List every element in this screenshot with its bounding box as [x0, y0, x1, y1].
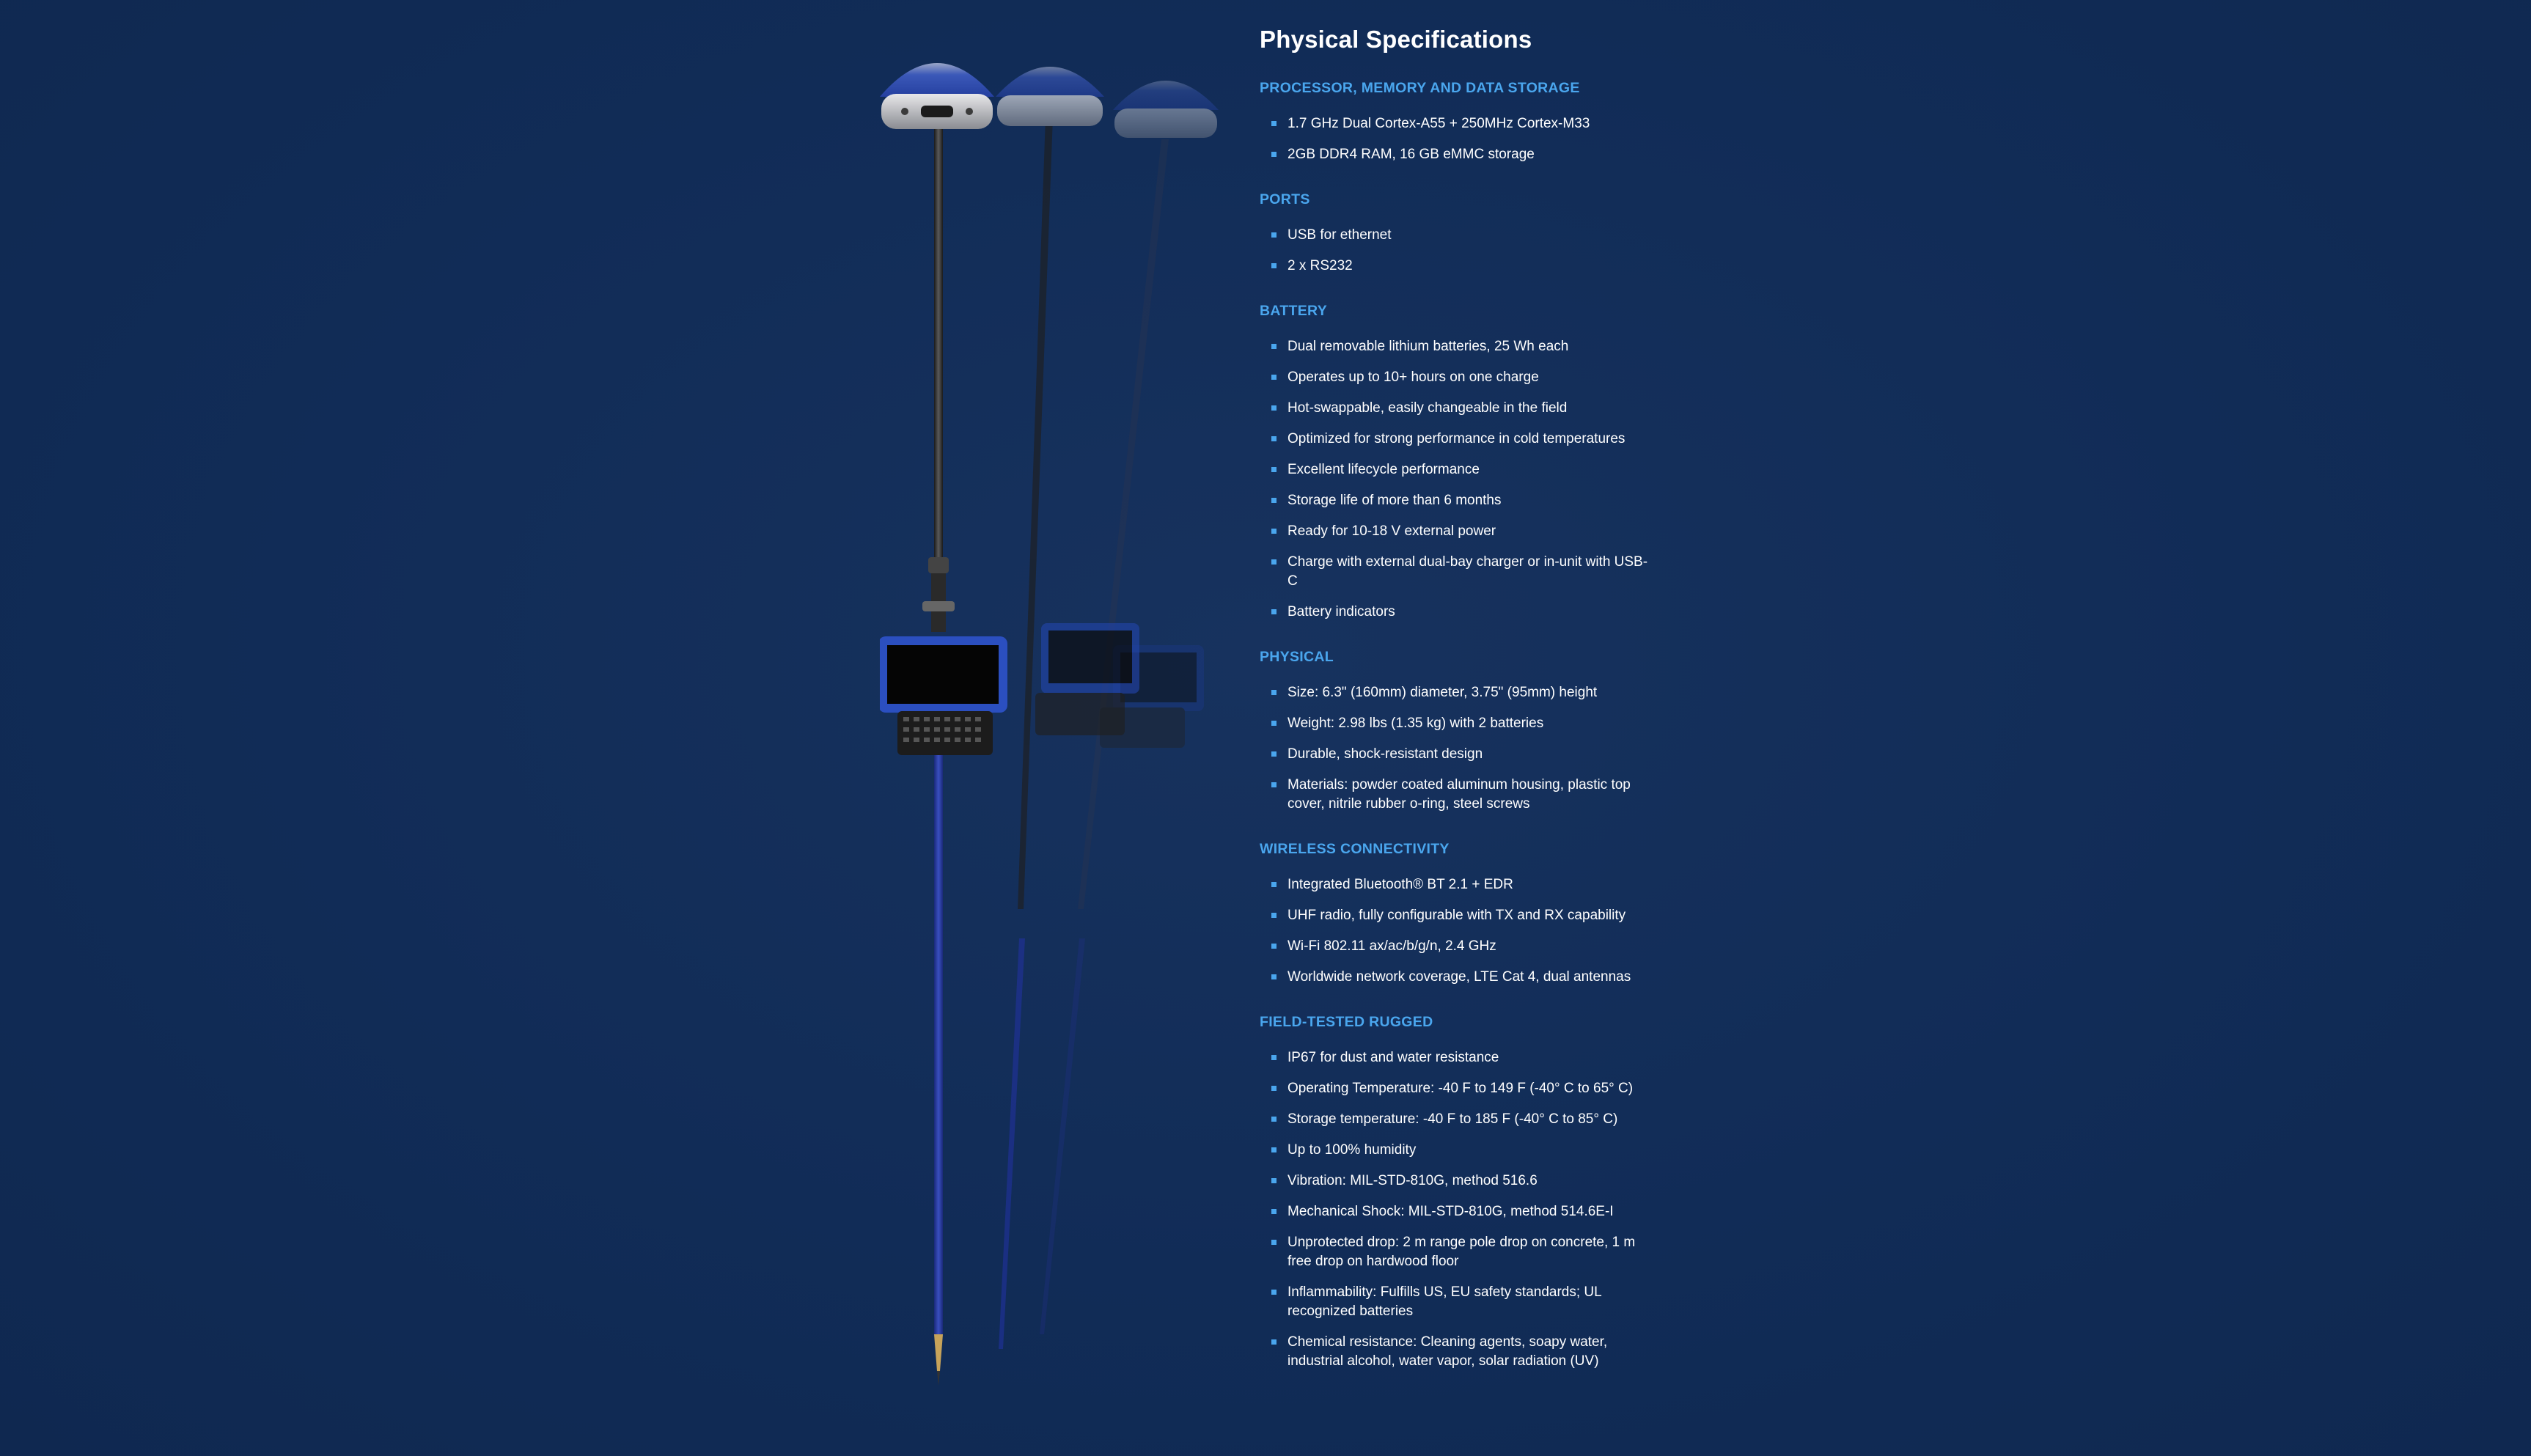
spec-section: [1260, 302, 1656, 622]
spec-list: [1260, 683, 1656, 814]
spec-item: Vibration: MIL-STD-810G, method 516.6: [1260, 1172, 1656, 1191]
spec-item: Storage life of more than 6 months: [1260, 491, 1656, 510]
spec-item: Integrated Bluetooth® BT 2.1 + EDR: [1260, 875, 1656, 894]
section-title: WIRELESS CONNECTIVITY: [1260, 841, 1450, 857]
specifications-panel: [1260, 0, 1656, 1371]
spec-list: [1260, 114, 1656, 164]
spec-item: 2 x RS232: [1260, 257, 1656, 276]
spec-item: Operating Temperature: -40 F to 149 F (-40° C to 65° C): [1260, 1079, 1656, 1098]
spec-list: [1260, 337, 1656, 622]
spec-sections: [1260, 79, 1656, 1371]
spec-item: Wi-Fi 802.11 ax/ac/b/g/n, 2.4 GHz: [1260, 937, 1656, 956]
spec-item: Size: 6.3" (160mm) diameter, 3.75" (95mm) height: [1260, 683, 1656, 702]
section-title: PROCESSOR, MEMORY AND DATA STORAGE: [1260, 80, 1580, 96]
spec-item: Up to 100% humidity: [1260, 1141, 1656, 1160]
spec-item: Operates up to 10+ hours on one charge: [1260, 368, 1656, 387]
spec-item: Unprotected drop: 2 m range pole drop on concrete, 1 m free drop on hardwood floor: [1260, 1233, 1656, 1271]
spec-item: Mechanical Shock: MIL-STD-810G, method 514.6E-I: [1260, 1202, 1656, 1221]
page-title: Physical Specifications: [1260, 26, 1532, 53]
spec-section: [1260, 191, 1656, 276]
spec-item: Optimized for strong performance in cold temperatures: [1260, 430, 1656, 449]
section-title: FIELD-TESTED RUGGED: [1260, 1014, 1433, 1030]
spec-list: [1260, 1048, 1656, 1371]
spec-item: UHF radio, fully configurable with TX and RX capability: [1260, 906, 1656, 925]
spec-item: Charge with external dual-bay charger or in-unit with USB-C: [1260, 553, 1656, 591]
section-title: PHYSICAL: [1260, 649, 1334, 665]
spec-item: 2GB DDR4 RAM, 16 GB eMMC storage: [1260, 145, 1656, 164]
spec-item: Storage temperature: -40 F to 185 F (-40° C to 85° C): [1260, 1110, 1656, 1129]
section-title: BATTERY: [1260, 303, 1328, 319]
spec-item: Durable, shock-resistant design: [1260, 745, 1656, 764]
spec-item: USB for ethernet: [1260, 226, 1656, 245]
spec-item: 1.7 GHz Dual Cortex-A55 + 250MHz Cortex-M33: [1260, 114, 1656, 133]
section-title: PORTS: [1260, 191, 1310, 207]
spec-item: Weight: 2.98 lbs (1.35 kg) with 2 batteries: [1260, 714, 1656, 733]
product-image: [880, 29, 1261, 1393]
spec-item: Inflammability: Fulfills US, EU safety standards; UL recognized batteries: [1260, 1283, 1656, 1321]
spec-item: Battery indicators: [1260, 603, 1656, 622]
spec-item: Materials: powder coated aluminum housing, plastic top cover, nitrile rubber o-ring, steel screws: [1260, 776, 1656, 814]
spec-list: [1260, 875, 1656, 987]
spec-item: Ready for 10-18 V external power: [1260, 522, 1656, 541]
spec-section: [1260, 1013, 1656, 1371]
spec-item: IP67 for dust and water resistance: [1260, 1048, 1656, 1067]
spec-section: [1260, 648, 1656, 814]
spec-list: [1260, 226, 1656, 276]
spec-item: Dual removable lithium batteries, 25 Wh each: [1260, 337, 1656, 356]
spec-section: [1260, 79, 1656, 164]
spec-item: Worldwide network coverage, LTE Cat 4, dual antennas: [1260, 968, 1656, 987]
spec-item: Chemical resistance: Cleaning agents, soapy water, industrial alcohol, water vapor, solar radiation (UV): [1260, 1333, 1656, 1371]
spec-section: [1260, 840, 1656, 987]
spec-item: Excellent lifecycle performance: [1260, 460, 1656, 479]
spec-item: Hot-swappable, easily changeable in the field: [1260, 399, 1656, 418]
